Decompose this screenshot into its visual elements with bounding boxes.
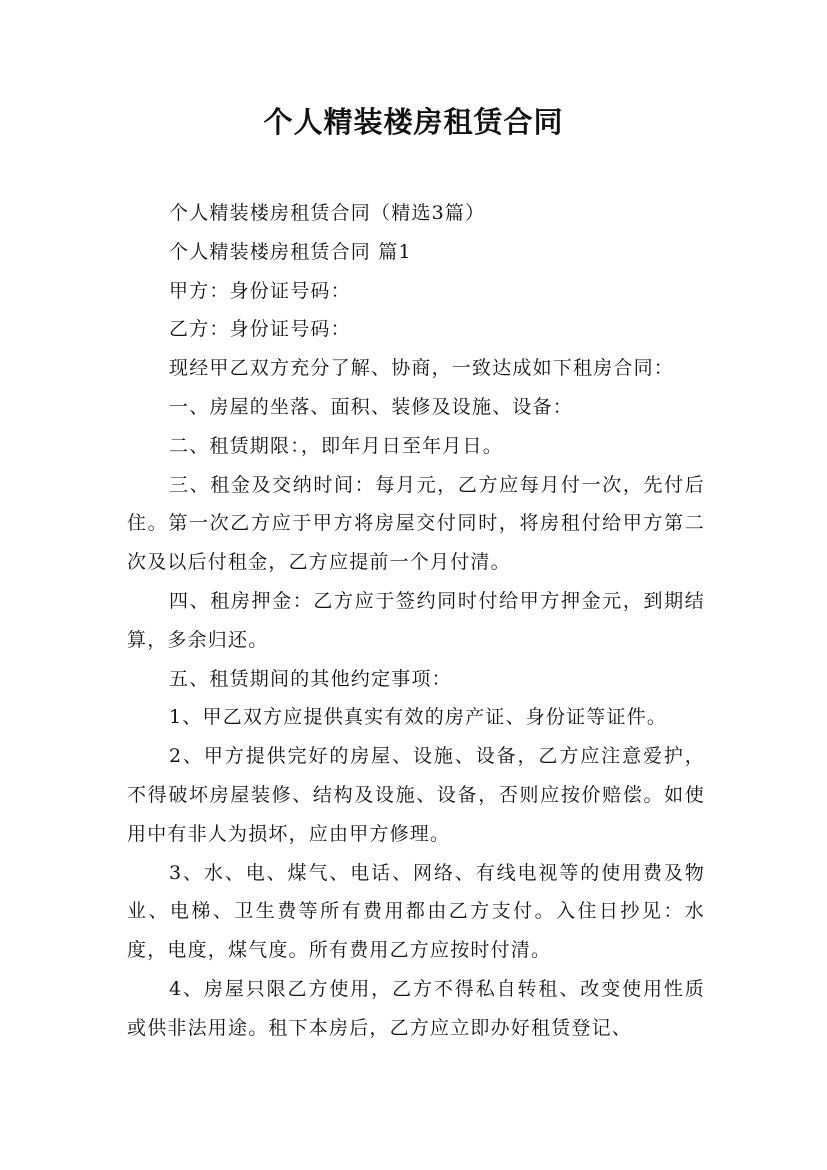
paragraph-party-a: 甲方：身份证号码：	[169, 279, 351, 302]
paragraph-item-4: 4、房屋只限乙方使用，乙方不得私自转租、改变使用性质或供非法用途。租下本房后，乙方应立即办好租赁登记、	[127, 977, 705, 1039]
paragraph-item-3: 3、水、电、煤气、电话、网络、有线电视等的使用费及物业、电梯、卫生费等所有费用都由乙方支付。入住日抄见：水度，电度，煤气度。所有费用乙方应按时付清。	[127, 861, 705, 962]
paragraph-subtitle: 个人精装楼房租赁合同（精选3篇）	[169, 202, 486, 224]
paragraph-section-heading: 个人精装楼房租赁合同 篇1	[169, 240, 412, 263]
paragraph-clause-2: 二、租赁期限：，即年月日至年月日。	[169, 434, 503, 457]
paragraph-clause-1: 一、房屋的坐落、面积、装修及设施、设备：	[169, 395, 574, 418]
paragraph-agreement-intro: 现经甲乙双方充分了解、协商，一致达成如下租房合同：	[169, 357, 675, 380]
paragraph-clause-4: 四、租房押金：乙方应于签约同时付给甲方押金元，到期结算，多余归还。	[127, 589, 705, 651]
paragraph-party-b: 乙方：身份证号码：	[169, 318, 351, 341]
document-body	[127, 194, 705, 1048]
document-title: 个人精装楼房租赁合同	[263, 105, 564, 139]
paragraph-item-2: 2、甲方提供完好的房屋、设施、设备，乙方应注意爱护，不得破坏房屋装修、结构及设施、设备，否则应按价赔偿。如使用中有非人为损坏，应由甲方修理。	[127, 745, 705, 845]
paragraph-item-1: 1、甲乙双方应提供真实有效的房产证、身份证等证件。	[169, 706, 668, 729]
paragraph-clause-3: 三、租金及交纳时间：每月元，乙方应每月付一次，先付后住。第一次乙方应于甲方将房屋交付同时，将房租付给甲方第二次及以后付租金，乙方应提前一个月付清。	[127, 473, 705, 574]
paragraph-clause-5: 五、租赁期间的其他约定事项：	[169, 667, 452, 690]
